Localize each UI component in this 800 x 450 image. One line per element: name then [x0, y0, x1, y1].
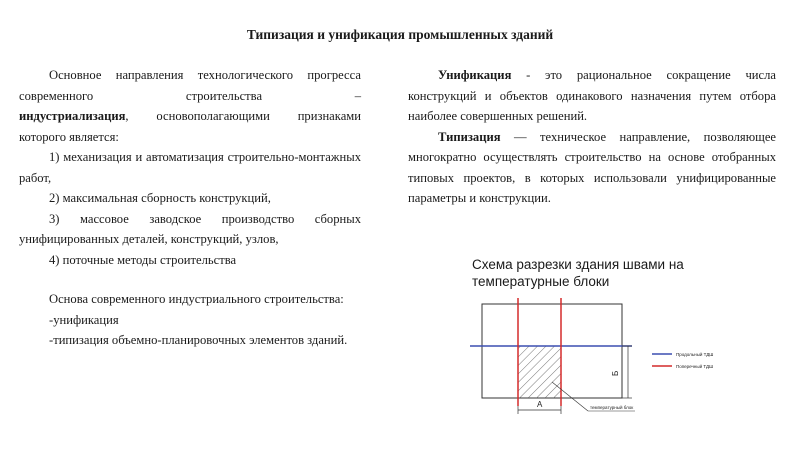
intro-paragraph-2 [19, 106, 361, 147]
dimension-a-label: А [537, 400, 543, 409]
industrialization-term: индустриализация [19, 109, 126, 123]
typization-paragraph [408, 127, 776, 209]
basis-item: -унификация [49, 312, 119, 327]
intro-text-1: Основное направления технологического прогресса современного строительства – [19, 68, 361, 103]
temperature-block-diagram [460, 296, 750, 426]
legend-label: Продольный ТДШ [676, 352, 714, 357]
typization-term: Типизация [438, 129, 501, 144]
callout-label: температурный блок [590, 405, 634, 410]
left-column [19, 65, 361, 270]
dimension-b-label: Б [611, 370, 620, 376]
list-item: 2) максимальная сборность конструкций, [49, 191, 271, 205]
unification-paragraph [408, 65, 776, 127]
right-column [408, 65, 776, 209]
list-item: 1) механизация и автоматизация строительно-монтажных работ, [19, 150, 361, 185]
diagram-title: Схема разрезки здания швами на температурные блоки [472, 257, 684, 289]
intro-paragraph [19, 65, 361, 106]
unification-term: Унификация [438, 68, 512, 82]
page-title: Типизация и унификация промышленных зданий [246, 27, 554, 42]
legend-label: Поперечный ТДШ [676, 364, 714, 369]
basis-item: -типизация объемно-планировочных элементов зданий. [49, 333, 348, 347]
list-item: 4) поточные методы строительства [49, 252, 237, 267]
list-item: 3) массовое заводское производство сборных унифицированных деталей, конструкций, узлов, [19, 211, 361, 246]
temperature-block [518, 346, 561, 398]
basis-block [19, 289, 361, 351]
basis-text: Основа современного индустриального строительства: [49, 292, 344, 306]
unification-text: - это рациональное сокращение числа конструкций и объектов одинакового назначения путем отбора наиболее совершенных решений. [408, 68, 776, 123]
intro-text-2: , основополагающими признаками которого является: [19, 109, 361, 144]
typization-text: — техническое направление, позволяющее многократно осуществлять строительство на основе отобранных типовых проектов, в которых использовали унифицированные параметры и конструкции. [408, 129, 776, 205]
